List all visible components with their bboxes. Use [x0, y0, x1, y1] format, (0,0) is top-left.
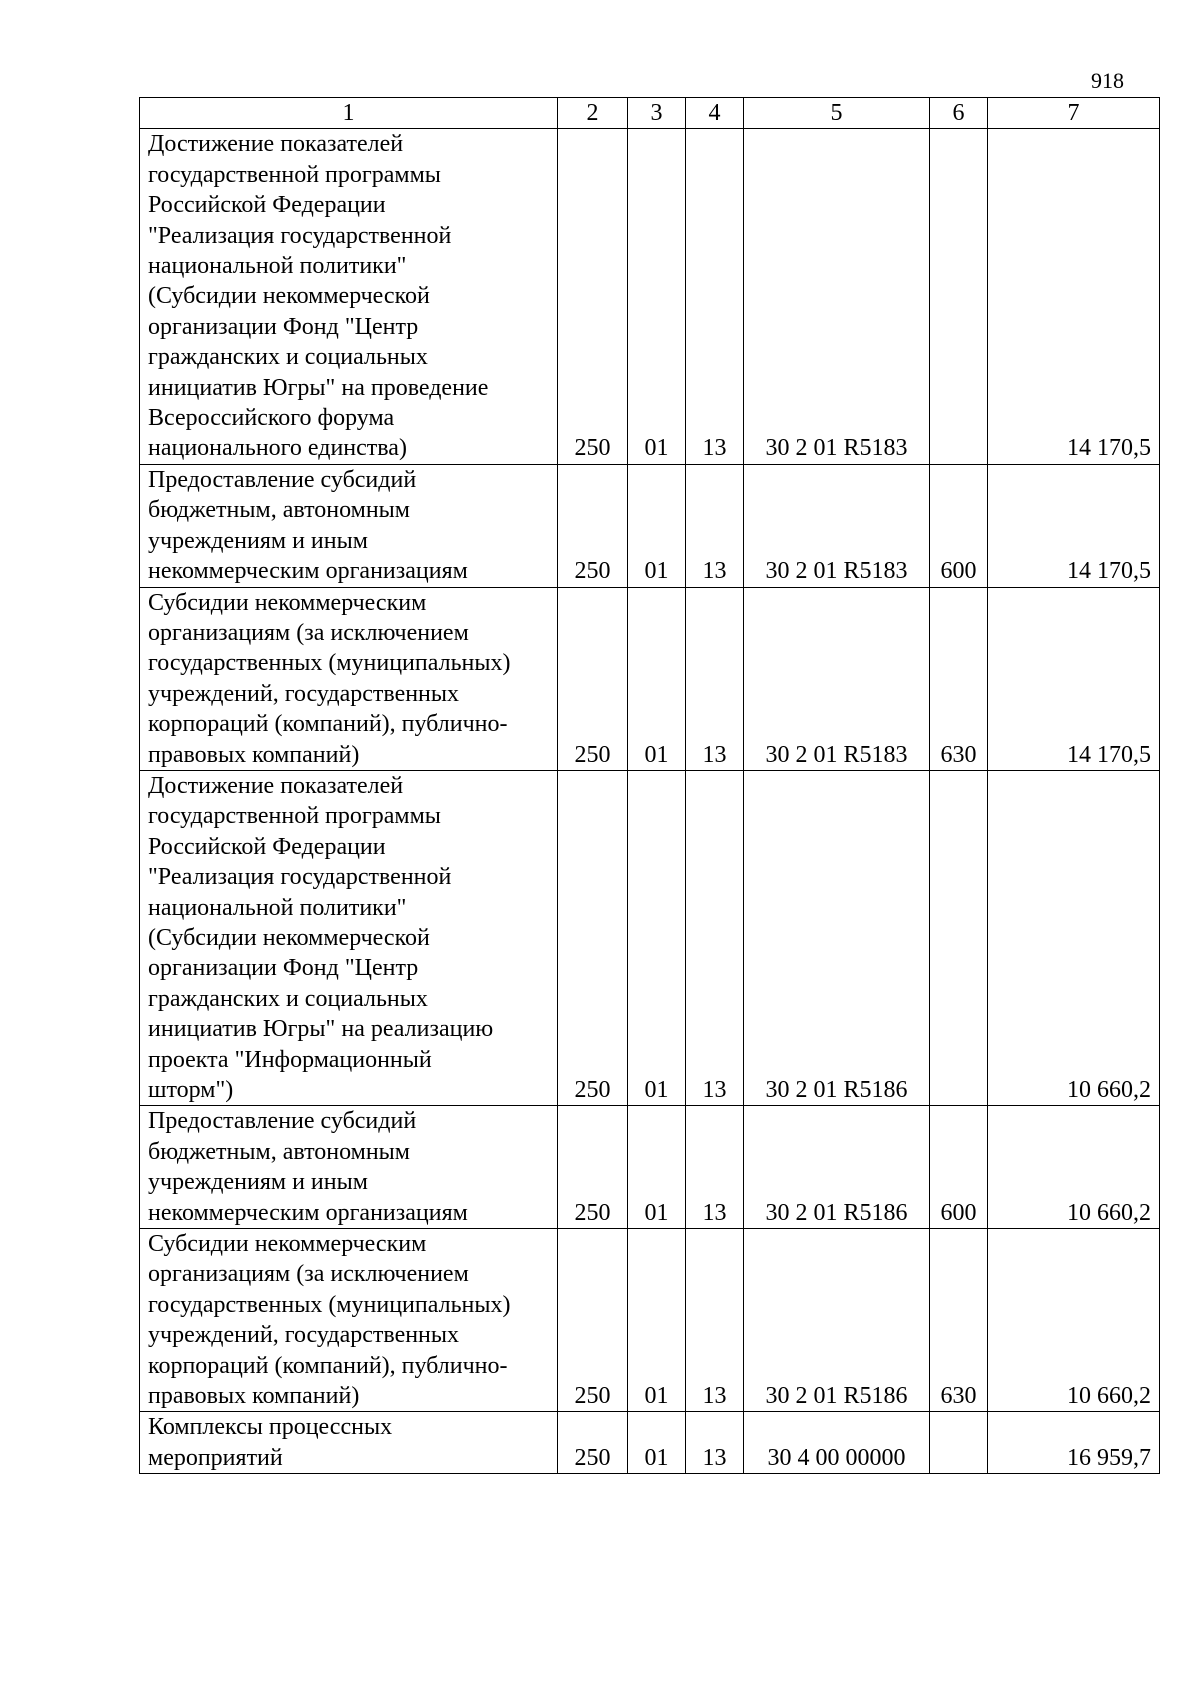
header-cell: 7	[988, 98, 1160, 129]
row-section-code: 01	[628, 1106, 686, 1229]
row-name-cell	[140, 1412, 558, 1474]
row-name: Достижение показателей государственной программы Российской Федерации "Реализация государственной национальной политики" (Субсидии некоммерческой организации Фонд "Центр гражданских и социальных инициатив Югры" на проведение Всероссийского форума национального единства)	[148, 131, 489, 462]
row-expense-type: 600	[930, 1106, 988, 1229]
row-name-cell	[140, 587, 558, 770]
row-amount: 14 170,5	[988, 129, 1160, 464]
row-admin-code: 250	[558, 1229, 628, 1412]
row-amount: 16 959,7	[988, 1412, 1160, 1474]
row-target-article: 30 2 01 R5186	[744, 770, 930, 1105]
table-row	[140, 1229, 1160, 1412]
row-section-code: 01	[628, 129, 686, 464]
row-admin-code: 250	[558, 770, 628, 1105]
row-amount: 14 170,5	[988, 587, 1160, 770]
budget-table	[139, 97, 1160, 1474]
row-subsection-code: 13	[686, 1106, 744, 1229]
row-expense-type	[930, 129, 988, 464]
row-subsection-code: 13	[686, 1412, 744, 1474]
row-target-article: 30 2 01 R5183	[744, 587, 930, 770]
row-name-cell	[140, 1229, 558, 1412]
header-cell: 5	[744, 98, 930, 129]
row-name-cell	[140, 129, 558, 464]
row-amount: 14 170,5	[988, 464, 1160, 587]
row-admin-code: 250	[558, 1106, 628, 1229]
row-expense-type: 600	[930, 464, 988, 587]
row-name: Предоставление субсидий бюджетным, автономным учреждениям и иным некоммерческим организациям	[148, 1108, 468, 1226]
table-row	[140, 587, 1160, 770]
row-target-article: 30 4 00 00000	[744, 1412, 930, 1474]
row-amount: 10 660,2	[988, 1106, 1160, 1229]
row-section-code: 01	[628, 770, 686, 1105]
row-name: Субсидии некоммерческим организациям (за исключением государственных (муниципальных) учреждений, государственных корпораций (компаний), публично- правовых компаний)	[148, 1231, 511, 1410]
page-number: 918	[1091, 68, 1124, 93]
row-section-code: 01	[628, 1229, 686, 1412]
row-amount: 10 660,2	[988, 1229, 1160, 1412]
row-name-cell	[140, 1106, 558, 1229]
header-cell: 1	[140, 98, 558, 129]
row-target-article: 30 2 01 R5183	[744, 464, 930, 587]
table-row	[140, 129, 1160, 464]
row-target-article: 30 2 01 R5183	[744, 129, 930, 464]
row-name-cell	[140, 464, 558, 587]
row-admin-code: 250	[558, 587, 628, 770]
row-amount: 10 660,2	[988, 770, 1160, 1105]
row-subsection-code: 13	[686, 770, 744, 1105]
row-subsection-code: 13	[686, 464, 744, 587]
row-subsection-code: 13	[686, 1229, 744, 1412]
row-name: Достижение показателей государственной программы Российской Федерации "Реализация государственной национальной политики" (Субсидии некоммерческой организации Фонд "Центр гражданских и социальных инициатив Югры" на реализацию проекта "Информационный шторм")	[148, 772, 494, 1103]
row-name: Комплексы процессных мероприятий	[148, 1414, 393, 1471]
table-row	[140, 464, 1160, 587]
row-expense-type: 630	[930, 1229, 988, 1412]
header-cell: 6	[930, 98, 988, 129]
row-expense-type	[930, 1412, 988, 1474]
table-header-row	[140, 98, 1160, 129]
table-row	[140, 770, 1160, 1105]
row-section-code: 01	[628, 464, 686, 587]
header-cell: 4	[686, 98, 744, 129]
row-admin-code: 250	[558, 1412, 628, 1474]
row-admin-code: 250	[558, 464, 628, 587]
row-target-article: 30 2 01 R5186	[744, 1229, 930, 1412]
row-admin-code: 250	[558, 129, 628, 464]
row-expense-type	[930, 770, 988, 1105]
row-name-cell	[140, 770, 558, 1105]
row-target-article: 30 2 01 R5186	[744, 1106, 930, 1229]
row-subsection-code: 13	[686, 587, 744, 770]
row-name: Предоставление субсидий бюджетным, автономным учреждениям и иным некоммерческим организациям	[148, 466, 468, 585]
header-cell: 3	[628, 98, 686, 129]
header-cell: 2	[558, 98, 628, 129]
table-row	[140, 1412, 1160, 1474]
row-expense-type: 630	[930, 587, 988, 770]
table-row	[140, 1106, 1160, 1229]
row-subsection-code: 13	[686, 129, 744, 464]
row-section-code: 01	[628, 1412, 686, 1474]
row-section-code: 01	[628, 587, 686, 770]
row-name: Субсидии некоммерческим организациям (за исключением государственных (муниципальных) учреждений, государственных корпораций (компаний), публично- правовых компаний)	[148, 589, 511, 768]
